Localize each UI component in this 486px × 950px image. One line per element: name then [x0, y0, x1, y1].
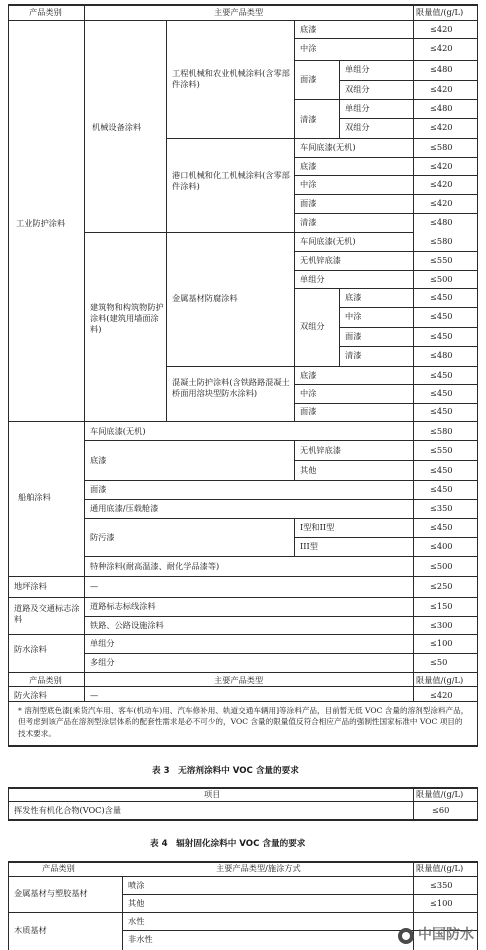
value: ≤420 [430, 179, 453, 189]
eng-clear-double: 双组分 [345, 122, 370, 132]
category-road: 道路及交通标志涂料 [14, 603, 80, 625]
value: ≤480 [430, 350, 453, 360]
table4-spray: 喷涂 [128, 880, 145, 890]
table4-metal: 金属基材与塑胶基材 [14, 888, 88, 898]
eng-clear: 清漆 [300, 114, 317, 124]
table3-header-limit: 限量值/(g/L) [416, 789, 464, 799]
header-limit: 限量值/(g/L) [416, 7, 464, 17]
value: ≤420 [430, 43, 453, 53]
table4-caption: 表 4 辐射固化涂料中 VOC 含量的要求 [150, 839, 306, 849]
header-category: 产品类别 [29, 7, 62, 17]
value: ≤420 [430, 161, 453, 171]
ship-zinc: 无机锌底漆 [300, 445, 341, 455]
table-footnote: * 溶剂型底色漆[乘货汽车用、客车(机动车)用、汽车修补用、轨道交通车辆用]等涂料产品，目前暂无低 VOC 含量的溶剂型涂料产品，但考虑到该产品在溶剂型涂层体系的配套性需求是必不可少的，VOC 含量的限量值反符合相应产品的强制性国家标准中 VOC 项目的技术要求。 [18, 706, 469, 738]
value: ≤350 [430, 503, 453, 513]
metal-label: 金属基材防腐涂料 [172, 293, 238, 303]
metal-clear: 清漆 [345, 350, 362, 360]
category-industrial: 工业防护涂料 [16, 218, 66, 228]
category-floor: 地坪涂料 [14, 581, 47, 591]
concrete-mid: 中涂 [300, 388, 317, 398]
value: ≤580 [430, 142, 453, 152]
eng-top-double: 双组分 [345, 84, 370, 94]
category-fire: 防火涂料 [14, 690, 47, 700]
metal-mid: 中涂 [345, 311, 362, 321]
ship-type12: I型和II型 [300, 522, 335, 532]
value: ≤480 [430, 217, 453, 227]
header-type: 主要产品类型 [214, 7, 264, 17]
table3-header-item: 项目 [204, 789, 221, 799]
header-category-repeat: 产品类别 [29, 675, 62, 685]
road-rail: 铁路、公路设施涂料 [90, 620, 164, 630]
value: ≤500 [430, 274, 453, 284]
watermark [398, 926, 476, 946]
port-clear: 清漆 [300, 217, 317, 227]
value: ≤420 [430, 198, 453, 208]
eng-top-single: 单组分 [345, 64, 370, 74]
value: ≤580 [430, 426, 453, 436]
header-type-repeat: 主要产品类型 [214, 675, 264, 685]
value: ≤480 [430, 103, 453, 113]
table3-caption: 表 3 无溶剂涂料中 VOC 含量的要求 [152, 766, 299, 776]
fire-type: — [90, 690, 99, 700]
value: ≤300 [430, 620, 453, 630]
port-primer: 底漆 [300, 161, 317, 171]
eng-top: 面漆 [300, 74, 317, 84]
port-mid: 中涂 [300, 179, 317, 189]
ship-primer: 底漆 [90, 455, 107, 465]
table3-item: 挥发性有机化合物(VOC)含量 [14, 805, 122, 815]
category-ship: 船舶涂料 [18, 492, 51, 502]
value: ≤450 [430, 484, 453, 494]
metal-top: 面漆 [345, 331, 362, 341]
metal-double: 双组分 [300, 321, 325, 331]
wechat-icon [398, 928, 414, 944]
value: ≤580 [430, 236, 453, 246]
floor-type: — [90, 581, 99, 591]
value: ≤550 [430, 255, 453, 265]
value: ≤350 [430, 880, 453, 890]
value: ≤450 [430, 522, 453, 532]
table4-header-category: 产品类别 [42, 863, 75, 873]
ship-antifouling: 防污漆 [90, 532, 115, 542]
metal-workshop: 车间底漆(无机) [300, 236, 356, 246]
eng-clear-single: 单组分 [345, 103, 370, 113]
engineering-label: 工程机械和农业机械涂料(含零部件涂料) [172, 68, 290, 90]
ship-special: 特种涂料(耐高温漆、耐化学品漆等) [90, 561, 220, 571]
ship-other: 其他 [300, 465, 317, 475]
table4-other: 其他 [128, 898, 145, 908]
value: ≤480 [430, 64, 453, 74]
category-waterproof: 防水涂料 [14, 644, 47, 654]
value: ≤50 [430, 657, 448, 667]
watermark-text: 中国防水 [418, 927, 474, 943]
value: ≤100 [430, 638, 453, 648]
value: ≤450 [430, 331, 453, 341]
road-mark: 道路标志标线涂料 [90, 601, 156, 611]
concrete-top: 面漆 [300, 406, 317, 416]
value: ≤450 [430, 370, 453, 380]
value: ≤450 [430, 406, 453, 416]
concrete-primer: 底漆 [300, 370, 317, 380]
value: ≤450 [430, 311, 453, 321]
eng-mid: 中涂 [300, 43, 317, 53]
metal-single: 单组分 [300, 274, 325, 284]
table4-nonwater: 非水性 [128, 934, 153, 944]
building-label: 建筑物和构筑物防护涂料(建筑用墙面涂料) [90, 302, 164, 335]
ship-top: 面漆 [90, 484, 107, 494]
table4-header-type: 主要产品类型/施涂方式 [216, 863, 301, 873]
table4-header-limit: 限量值/(g/L) [416, 863, 464, 873]
value: ≤450 [430, 465, 453, 475]
value: ≤400 [430, 541, 453, 551]
table4-water: 水性 [128, 916, 145, 926]
value: ≤420 [430, 122, 453, 132]
port-top: 面漆 [300, 198, 317, 208]
ship-deck: 通用底漆/压载舱漆 [90, 503, 159, 513]
table4-wood: 木质基材 [14, 925, 47, 935]
value: ≤100 [430, 898, 453, 908]
metal-zinc: 无机锌底漆 [300, 255, 341, 265]
value: ≤250 [430, 581, 453, 591]
value: ≤60 [432, 805, 450, 815]
value: ≤550 [430, 445, 453, 455]
eng-primer: 底漆 [300, 24, 317, 34]
machinery-label: 机械设备涂料 [92, 122, 142, 132]
header-limit-repeat: 限量值/(g/L) [416, 675, 464, 685]
value: ≤500 [430, 561, 453, 571]
value: ≤420 [430, 690, 453, 700]
water-multi: 多组分 [90, 657, 115, 667]
concrete-label: 混凝土防护涂料(含铁路路混凝土桥面用溶块型防水涂料) [172, 377, 290, 399]
value: ≤150 [430, 601, 453, 611]
port-workshop: 车间底漆(无机) [300, 142, 356, 152]
ship-workshop: 车间底漆(无机) [90, 426, 146, 436]
ship-type3: III型 [300, 541, 318, 551]
water-single: 单组分 [90, 638, 115, 648]
value: ≤450 [430, 292, 453, 302]
value: ≤420 [430, 24, 453, 34]
value: ≤420 [430, 84, 453, 94]
metal-primer: 底漆 [345, 292, 362, 302]
port-label: 港口机械和化工机械涂料(含零部件涂料) [172, 170, 290, 192]
value: ≤450 [430, 388, 453, 398]
